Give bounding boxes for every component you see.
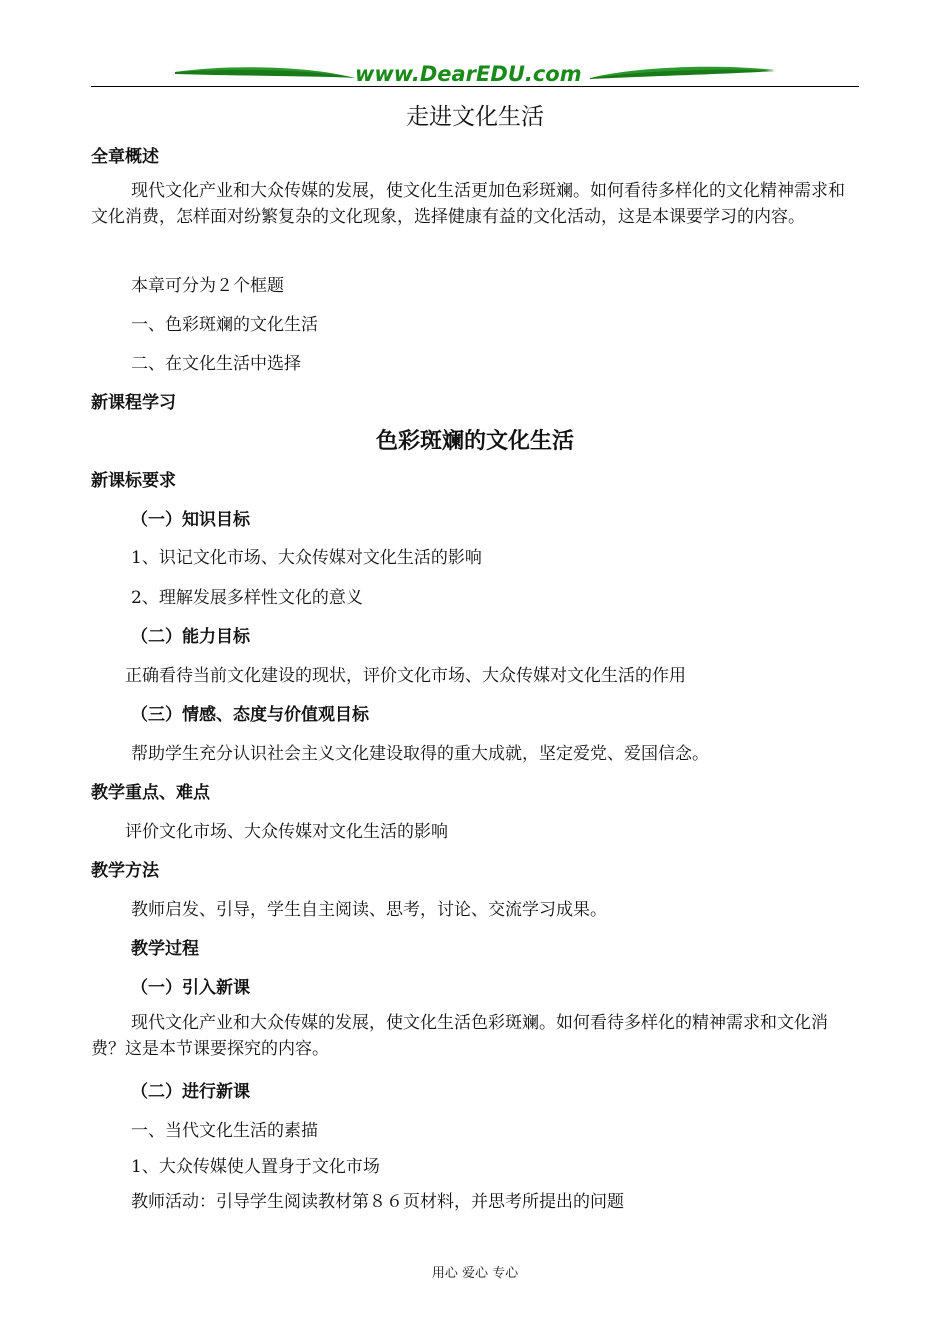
header-logo-text: www.DearEDU.com — [355, 62, 582, 86]
knowledge-item-1: 1、识记文化市场、大众传媒对文化生活的影响 — [131, 548, 482, 568]
ability-goal-heading: （二）能力目标 — [131, 627, 250, 647]
intro-paragraph: 现代文化产业和大众传媒的发展，使文化生活色彩斑斓。如何看待多样化的精神需求和文化消费？这是本节课要探究的内容。 — [91, 1013, 828, 1059]
knowledge-item-2: 2、理解发展多样性文化的意义 — [131, 588, 363, 608]
section-item-1: 一、色彩斑斓的文化生活 — [131, 315, 318, 335]
teacher-activity: 教师活动：引导学生阅读教材第８６页材料，并思考所提出的问题 — [131, 1192, 624, 1212]
new-lesson-heading: （二）进行新课 — [131, 1082, 250, 1102]
document-title: 走进文化生活 — [406, 104, 544, 130]
new-course-heading: 新课程学习 — [91, 393, 176, 413]
sections-intro: 本章可分为２个框题 — [131, 276, 284, 296]
section-item-2: 二、在文化生活中选择 — [131, 354, 301, 374]
key-text: 评价文化市场、大众传媒对文化生活的影响 — [125, 822, 448, 842]
header-rule — [91, 86, 859, 87]
process-heading: 教学过程 — [131, 939, 199, 959]
lesson-title: 色彩斑斓的文化生活 — [375, 429, 574, 454]
intro-heading: （一）引入新课 — [131, 978, 250, 998]
part-1-heading: 一、当代文化生活的素描 — [131, 1121, 318, 1141]
key-heading: 教学重点、难点 — [91, 783, 210, 803]
standard-heading: 新课标要求 — [91, 471, 176, 491]
knowledge-goal-heading: （一）知识目标 — [131, 510, 250, 530]
emotion-goal-heading: （三）情感、态度与价值观目标 — [131, 705, 369, 725]
ability-text: 正确看待当前文化建设的现状，评价文化市场、大众传媒对文化生活的作用 — [125, 666, 686, 686]
method-text: 教师启发、引导，学生自主阅读、思考，讨论、交流学习成果。 — [131, 900, 607, 920]
method-heading: 教学方法 — [91, 861, 159, 881]
page-footer: 用心 爱心 专心 — [431, 1266, 519, 1281]
overview-heading: 全章概述 — [91, 147, 159, 167]
item-1-heading: 1、大众传媒使人置身于文化市场 — [131, 1157, 380, 1177]
overview-paragraph: 现代文化产业和大众传媒的发展，使文化生活更加色彩斑斓。如何看待多样化的文化精神需求和文化消费，怎样面对纷繁复杂的文化现象，选择健康有益的文化活动，这是本课要学习的内容。 — [91, 181, 845, 227]
emotion-text: 帮助学生充分认识社会主义文化建设取得的重大成就，坚定爱党、爱国信念。 — [131, 744, 709, 764]
